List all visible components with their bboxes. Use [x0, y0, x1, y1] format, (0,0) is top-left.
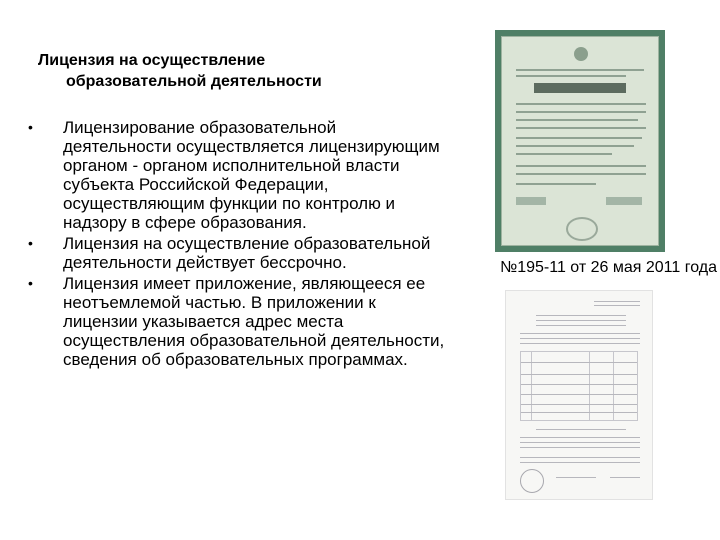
signature-block: [606, 197, 642, 205]
text-line: [594, 305, 640, 306]
bullet-item: [28, 274, 448, 369]
slide-title: [38, 50, 448, 92]
license-number-caption: №195-11 от 26 мая 2011 года: [500, 259, 717, 276]
license-appendix-image: [505, 290, 653, 500]
text-line: [594, 301, 640, 302]
text-line: [520, 338, 640, 339]
stamp-icon: [520, 469, 544, 493]
text-line: [516, 165, 646, 167]
license-heading-banner: [534, 83, 626, 93]
text-line: [520, 462, 640, 463]
bullet-list: [28, 118, 448, 371]
text-line: [516, 137, 642, 139]
programs-table: [520, 351, 638, 421]
text-line: [516, 183, 596, 185]
text-line: [520, 447, 640, 448]
text-line: [516, 75, 626, 77]
text-line: [556, 477, 596, 478]
bullet-marker: •: [28, 275, 33, 291]
text-line: [536, 315, 626, 316]
text-line: [516, 69, 644, 71]
text-line: [536, 325, 626, 326]
signature-block: [516, 197, 546, 205]
text-line: [536, 320, 626, 321]
license-paper: [501, 36, 659, 246]
bullet-item: [28, 118, 448, 232]
text-line: [610, 477, 640, 478]
text-line: [516, 111, 646, 113]
table-rule: [521, 374, 637, 375]
bullet-item: [28, 234, 448, 272]
slide-title-line2: образовательной деятельности: [66, 73, 322, 90]
table-rule: [521, 412, 637, 413]
bullet-marker: •: [28, 235, 33, 251]
text-line: [520, 343, 640, 344]
emblem-icon: [574, 47, 588, 61]
text-line: [516, 173, 646, 175]
table-rule: [521, 362, 637, 363]
text-line: [520, 457, 640, 458]
text-line: [520, 437, 640, 438]
text-line: [516, 145, 634, 147]
text-line: [516, 153, 612, 155]
bullet-text: Лицензия имеет приложение, являющееся ее неотъемлемой частью. В приложении к лицензии указывается адрес места осуществления образовательной деятельности, сведения об образовательных программах.: [63, 274, 445, 369]
text-line: [536, 429, 626, 430]
text-line: [516, 119, 638, 121]
seal-icon: [566, 217, 598, 241]
table-rule: [521, 384, 637, 385]
text-line: [520, 442, 640, 443]
license-document-image: [495, 30, 665, 252]
text-line: [516, 103, 646, 105]
bullet-marker: •: [28, 119, 33, 135]
bullet-text: Лицензия на осуществление образовательной деятельности действует бессрочно.: [63, 234, 431, 272]
text-line: [520, 333, 640, 334]
slide-title-line1: Лицензия на осуществление: [38, 52, 266, 69]
text-line: [516, 127, 646, 129]
table-rule: [521, 394, 637, 395]
table-rule: [521, 404, 637, 405]
bullet-text: Лицензирование образовательной деятельности осуществляется лицензирующим органом - органом исполнительной власти субъекта Российской Федерации, осуществляющим функции по контролю и надзору в сфере образования.: [63, 118, 440, 232]
